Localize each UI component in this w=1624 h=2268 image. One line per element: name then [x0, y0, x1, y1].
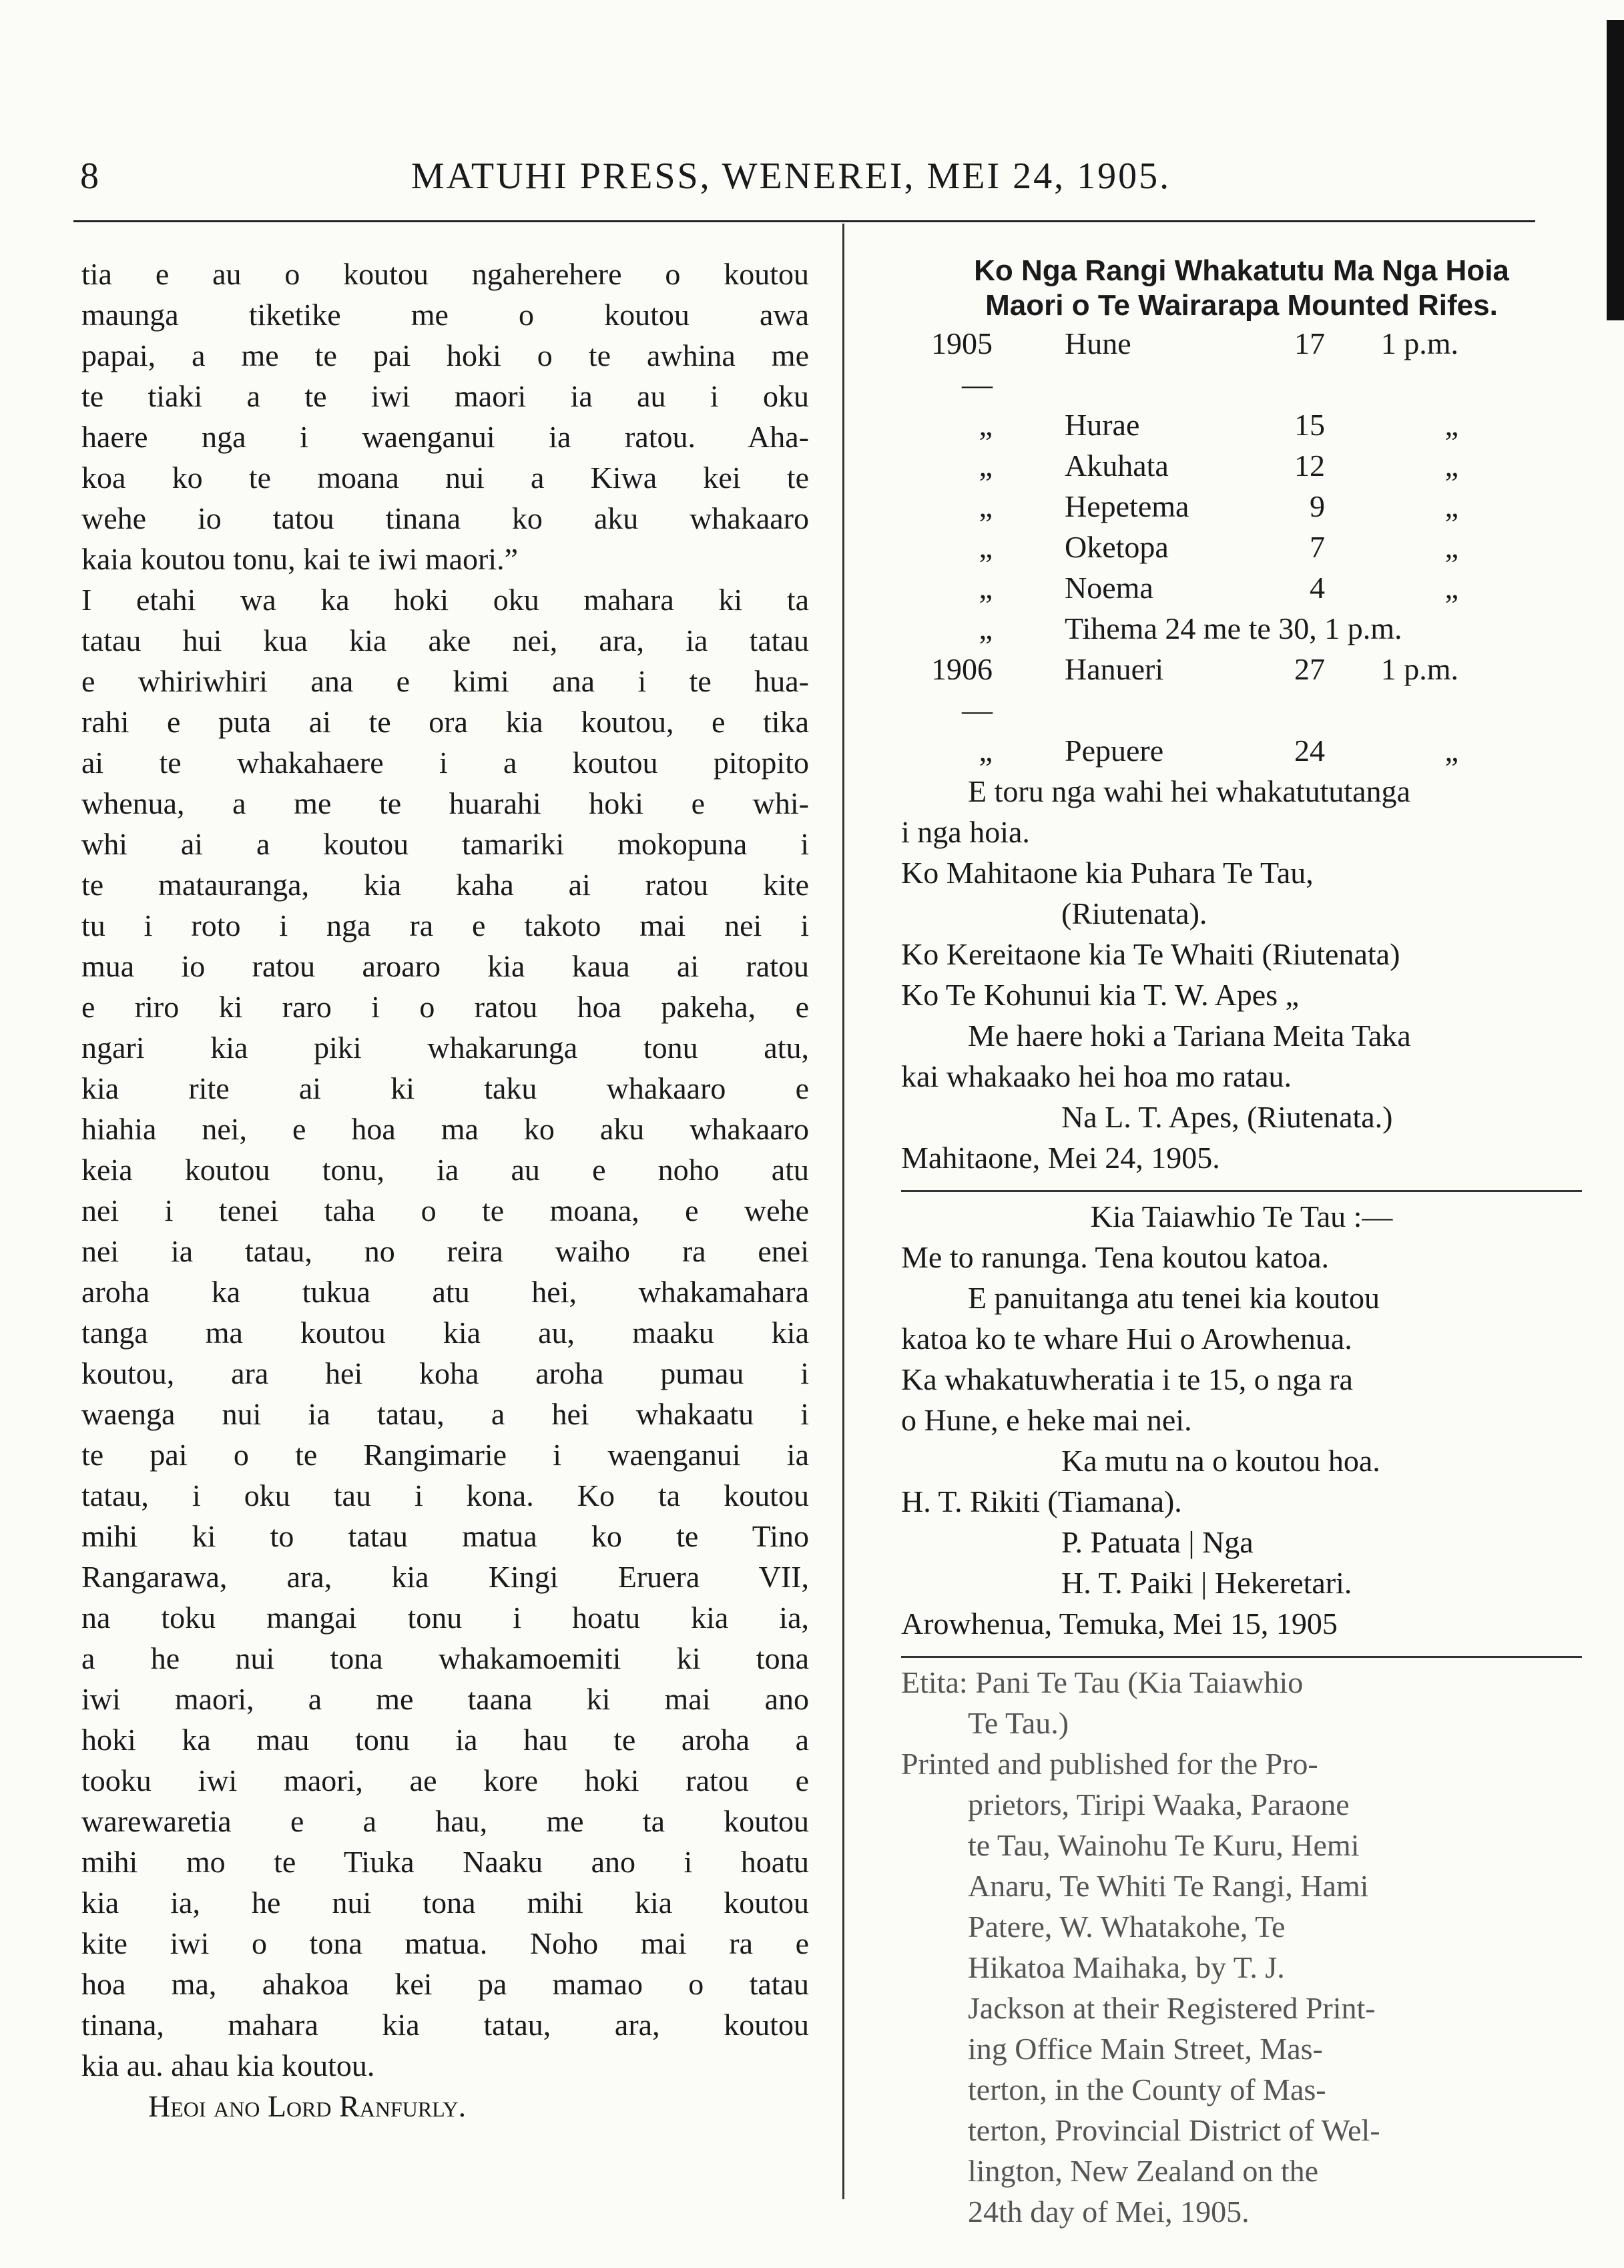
schedule-year: „	[979, 571, 993, 605]
schedule-month: Hepetema	[1065, 489, 1189, 523]
schedule-time: „	[1444, 571, 1458, 605]
letter-line: na toku mangai tonu i hoatu kia ia,	[81, 1601, 809, 1635]
schedule-month: Noema	[1065, 571, 1153, 605]
letter-line: koa ko te moana nui a Kiwa kei te	[81, 461, 809, 495]
letter-line: ngari kia piki whakarunga tonu atu,	[81, 1031, 809, 1065]
schedule-time: „	[1444, 734, 1458, 768]
schedule-title-line-1: Ko Nga Rangi Whakatutu Ma Nga Hoia	[974, 254, 1509, 287]
imprint-line: ing Office Main Street, Mas-	[968, 2032, 1323, 2066]
letter-line: ai te whakahaere i a koutou pitopito	[81, 746, 809, 780]
imprint-line: Te Tau.)	[968, 1706, 1069, 1740]
schedule-spacer	[1005, 323, 1065, 404]
schedule-spacer	[1005, 649, 1065, 730]
right-column	[901, 254, 1582, 2232]
schedule-month: Hurae	[1065, 408, 1140, 442]
imprint-line: terton, Provincial District of Wel-	[968, 2113, 1380, 2147]
letter-body	[81, 254, 809, 2086]
letter-line: whenua, a me te huarahi hoki e whi-	[81, 786, 809, 820]
letter-line: tatau hui kua kia ake nei, ara, ia tatau	[81, 623, 809, 657]
letter-line: tatau, i oku tau i kona. Ko ta koutou	[81, 1478, 809, 1512]
header-rule	[73, 220, 1535, 222]
imprint-line: Anaru, Te Whiti Te Rangi, Hami	[968, 1869, 1369, 1903]
letter-line: aroha ka tukua atu hei, whakamahara	[81, 1275, 809, 1309]
schedule-month: Akuhata	[1065, 449, 1169, 483]
section-rule-2	[901, 1656, 1582, 1658]
notice-line: o Hune, e heke mai nei.	[901, 1403, 1192, 1437]
letter-signature: Heoi ano Lord Ranfurly.	[148, 2089, 467, 2123]
notice-line: i nga hoia.	[901, 815, 1030, 849]
schedule-year: „	[979, 611, 993, 645]
schedule-year: „	[979, 449, 993, 483]
schedule-day: 4	[1310, 571, 1325, 605]
schedule-spacer	[1005, 730, 1065, 771]
publisher-imprint	[901, 1662, 1582, 2232]
notice-line: Ka mutu na o koutou hoa.	[1061, 1444, 1380, 1478]
schedule-spacer	[1005, 527, 1065, 567]
notice-line: kai whakaako hei hoa mo ratau.	[901, 1059, 1292, 1093]
notice-line: (Riutenata).	[1061, 896, 1207, 930]
notice-line: katoa ko te whare Hui o Arowhenua.	[901, 1322, 1352, 1356]
schedule-day: 7	[1310, 530, 1325, 564]
imprint-line: te Tau, Wainohu Te Kuru, Hemi	[968, 1828, 1360, 1862]
schedule-day: 12	[1294, 449, 1325, 483]
imprint-line: terton, in the County of Mas-	[968, 2072, 1326, 2106]
page-edge-shadow	[1607, 20, 1624, 320]
letter-line: te pai o te Rangimarie i waenganui ia	[81, 1438, 809, 1472]
imprint-line: Hikatoa Maihaka, by T. J.	[968, 1950, 1285, 1984]
schedule-time: 1 p.m.	[1380, 326, 1458, 360]
schedule-time: „	[1444, 530, 1458, 564]
letter-line: e riro ki raro i o ratou hoa pakeha, e	[81, 990, 809, 1024]
notice-line: Na L. T. Apes, (Riutenata.)	[1061, 1100, 1393, 1134]
letter-line: maunga tiketike me o koutou awa	[81, 298, 809, 332]
schedule-spacer	[1005, 486, 1065, 527]
notice-line: Kia Taiawhio Te Tau :—	[1090, 1199, 1393, 1233]
drill-schedule-table	[901, 323, 1582, 771]
letter-line: tooku iwi maori, ae kore hoki ratou e	[81, 1763, 809, 1797]
letter-line: tia e au o koutou ngaherehere o koutou	[81, 257, 809, 291]
hui-notice	[901, 1196, 1582, 1644]
letter-line: a he nui tona whakamoemiti ki tona	[81, 1641, 809, 1675]
imprint-line: 24th day of Mei, 1905.	[968, 2195, 1250, 2229]
imprint-line: Printed and published for the Pro-	[901, 1747, 1318, 1781]
schedule-spacer	[1005, 404, 1065, 445]
notice-line: Me haere hoki a Tariana Meita Taka	[968, 1019, 1411, 1053]
imprint-line: Jackson at their Registered Print-	[968, 1991, 1376, 2025]
letter-line: hoa ma, ahakoa kei pa mamao o tatau	[81, 1967, 809, 2001]
notice-line: H. T. Paiki | Hekeretari.	[1061, 1566, 1352, 1600]
letter-line: rahi e puta ai te ora kia koutou, e tika	[81, 705, 809, 739]
left-column	[81, 254, 809, 2127]
imprint-line: Patere, W. Whatakohe, Te	[968, 1910, 1286, 1944]
schedule-year: „	[979, 530, 993, 564]
schedule-year: „	[979, 489, 993, 523]
letter-line: tinana, mahara kia tatau, ara, koutou	[81, 2008, 809, 2042]
column-divider	[842, 224, 844, 2199]
notice-line: Me to ranunga. Tena koutou katoa.	[901, 1240, 1330, 1274]
schedule-spacer	[1005, 608, 1065, 649]
imprint-line: lington, New Zealand on the	[968, 2154, 1319, 2188]
notice-line: Arowhenua, Temuka, Mei 15, 1905	[901, 1607, 1338, 1641]
schedule-combined: Tihema 24 me te 30, 1 p.m.	[1065, 611, 1402, 645]
notice-line: Ka whakatuwheratia i te 15, o nga ra	[901, 1362, 1353, 1396]
schedule-time: „	[1444, 408, 1458, 442]
letter-line: kia ia, he nui tona mihi kia koutou	[81, 1886, 809, 1920]
letter-line: te tiaki a te iwi maori ia au i oku	[81, 379, 809, 413]
letter-line: mihi ki to tatau matua ko te Tino	[81, 1519, 809, 1553]
letter-line: Rangarawa, ara, kia Kingi Eruera VII,	[81, 1560, 809, 1594]
schedule-time: „	[1444, 449, 1458, 483]
schedule-month: Oketopa	[1065, 530, 1169, 564]
notice-line: E panuitanga atu tenei kia koutou	[968, 1281, 1380, 1315]
schedule-month: Hanueri	[1065, 652, 1164, 686]
schedule-year: „	[979, 408, 993, 442]
notice-line: H. T. Rikiti (Tiamana).	[901, 1484, 1182, 1518]
letter-line: koutou, ara hei koha aroha pumau i	[81, 1356, 809, 1390]
notice-line: Ko Mahitaone kia Puhara Te Tau,	[901, 856, 1314, 890]
letter-line: warewaretia e a hau, me ta koutou	[81, 1804, 809, 1838]
schedule-time: „	[1444, 489, 1458, 523]
notice-line: Ko Te Kohunui kia T. W. Apes „	[901, 978, 1300, 1012]
letter-line: mua io ratou aroaro kia kaua ai ratou	[81, 949, 809, 983]
page-number: 8	[80, 156, 99, 197]
schedule-day: 27	[1294, 652, 1325, 686]
newspaper-masthead: MATUHI PRESS, WENEREI, MEI 24, 1905.	[411, 156, 1171, 197]
drill-notice	[901, 771, 1582, 1178]
schedule-day: 9	[1310, 489, 1325, 523]
schedule-day: 15	[1294, 408, 1325, 442]
schedule-time: 1 p.m.	[1380, 652, 1458, 686]
notice-line: E toru nga wahi hei whakatututanga	[968, 774, 1410, 808]
letter-line: tanga ma koutou kia au, maaku kia	[81, 1316, 809, 1350]
schedule-month: Pepuere	[1065, 734, 1164, 768]
letter-line: tu i roto i nga ra e takoto mai nei i	[81, 908, 809, 942]
letter-line: kite iwi o tona matua. Noho mai ra e	[81, 1926, 809, 1960]
letter-line: kaia koutou tonu, kai te iwi maori.”	[81, 542, 519, 576]
letter-line: keia koutou tonu, ia au e noho atu	[81, 1153, 809, 1187]
schedule-day: 17	[1294, 326, 1325, 360]
imprint-line: prietors, Tiripi Waaka, Paraone	[968, 1787, 1350, 1821]
letter-line: hiahia nei, e hoa ma ko aku whakaaro	[81, 1112, 809, 1146]
page-header	[73, 155, 1482, 208]
schedule-year: 1906—	[931, 652, 993, 727]
letter-line: iwi maori, a me taana ki mai ano	[81, 1682, 809, 1716]
imprint-line: Etita: Pani Te Tau (Kia Taiawhio	[901, 1665, 1304, 1699]
letter-line: wehe io tatou tinana ko aku whakaaro	[81, 501, 809, 535]
letter-line: nei ia tatau, no reira waiho ra enei	[81, 1234, 809, 1268]
schedule-year: „	[979, 734, 993, 768]
letter-line: hoki ka mau tonu ia hau te aroha a	[81, 1723, 809, 1757]
schedule-title-line-2: Maori o Te Wairarapa Mounted Rifes.	[985, 289, 1498, 322]
letter-line: kia rite ai ki taku whakaaro e	[81, 1071, 809, 1105]
letter-line: e whiriwhiri ana e kimi ana i te hua-	[81, 664, 809, 698]
schedule-month: Hune	[1065, 326, 1131, 360]
letter-line: whi ai a koutou tamariki mokopuna i	[81, 827, 809, 861]
letter-line: waenga nui ia tatau, a hei whakaatu i	[81, 1397, 809, 1431]
letter-line: haere nga i waenganui ia ratou. Aha-	[81, 420, 809, 454]
schedule-spacer	[1005, 445, 1065, 486]
letter-line: nei i tenei taha o te moana, e wehe	[81, 1193, 809, 1227]
notice-line: P. Patuata | Nga	[1061, 1525, 1254, 1559]
section-rule-1	[901, 1190, 1582, 1192]
letter-line: I etahi wa ka hoki oku mahara ki ta	[81, 583, 809, 617]
letter-line: papai, a me te pai hoki o te awhina me	[81, 338, 809, 372]
notice-line: Ko Kereitaone kia Te Whaiti (Riutenata)	[901, 937, 1400, 971]
schedule-title	[901, 254, 1582, 323]
schedule-day: 24	[1294, 734, 1325, 768]
letter-line: mihi mo te Tiuka Naaku ano i hoatu	[81, 1845, 809, 1879]
schedule-spacer	[1005, 567, 1065, 608]
letter-line: kia au. ahau kia koutou.	[81, 2048, 375, 2082]
letter-line: te matauranga, kia kaha ai ratou kite	[81, 868, 809, 902]
schedule-year: 1905—	[931, 326, 993, 401]
notice-line: Mahitaone, Mei 24, 1905.	[901, 1141, 1220, 1175]
